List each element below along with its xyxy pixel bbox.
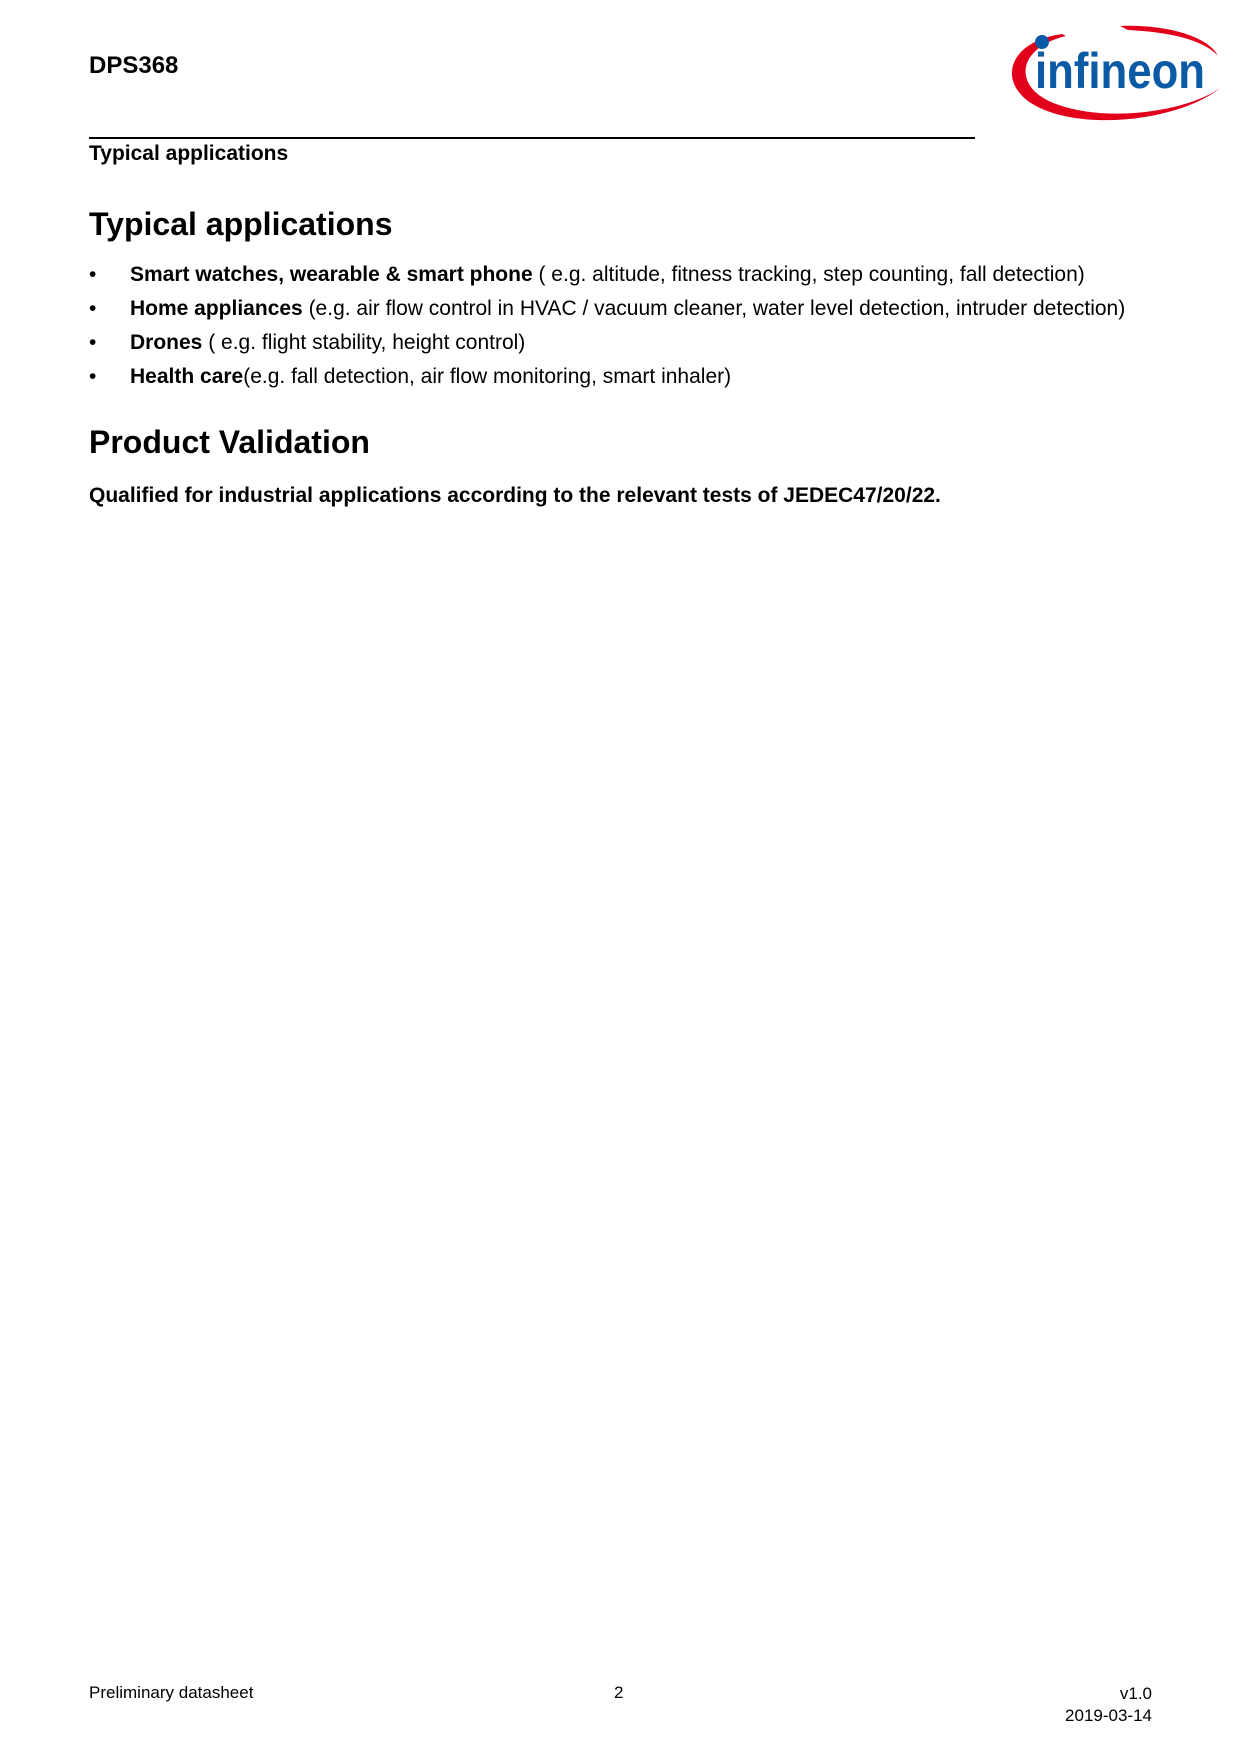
typical-applications-heading: Typical applications (89, 206, 393, 242)
application-name: Smart watches, wearable & smart phone (130, 263, 533, 286)
footer-version-block (1065, 1683, 1152, 1727)
applications-list (89, 258, 1169, 394)
application-name: Health care (130, 365, 244, 388)
list-item (89, 326, 1169, 360)
bullet-icon: • (89, 331, 97, 354)
infineon-logo (1000, 22, 1224, 128)
bullet-icon: • (89, 297, 97, 320)
application-name: Home appliances (130, 297, 303, 320)
footer-page-number: 2 (614, 1683, 624, 1702)
application-detail: ( e.g. flight stability, height control) (202, 331, 526, 354)
bullet-icon: • (89, 263, 97, 286)
footer-doc-type: Preliminary datasheet (89, 1683, 254, 1702)
application-detail: ( e.g. altitude, fitness tracking, step counting, fall detection) (532, 263, 1085, 286)
list-item (89, 258, 1169, 292)
header-section-title: Typical applications (89, 142, 289, 165)
footer-version: v1.0 (1119, 1684, 1152, 1703)
list-item (89, 292, 1169, 326)
application-detail: (e.g. fall detection, air flow monitoring, smart inhaler) (243, 365, 732, 388)
application-name: Drones (130, 331, 203, 354)
product-name: DPS368 (89, 52, 179, 79)
list-item (89, 360, 1169, 394)
product-validation-heading: Product Validation (89, 424, 370, 460)
bullet-icon: • (89, 365, 97, 388)
product-validation-text: Qualified for industrial applications according to the relevant tests of JEDEC47/20/22. (89, 484, 941, 507)
svg-text:infineon: infineon (1035, 43, 1205, 99)
footer-date: 2019-03-14 (1065, 1706, 1152, 1725)
header-divider (89, 137, 975, 139)
application-detail: (e.g. air flow control in HVAC / vacuum cleaner, water level detection, intruder detection) (302, 297, 1126, 320)
